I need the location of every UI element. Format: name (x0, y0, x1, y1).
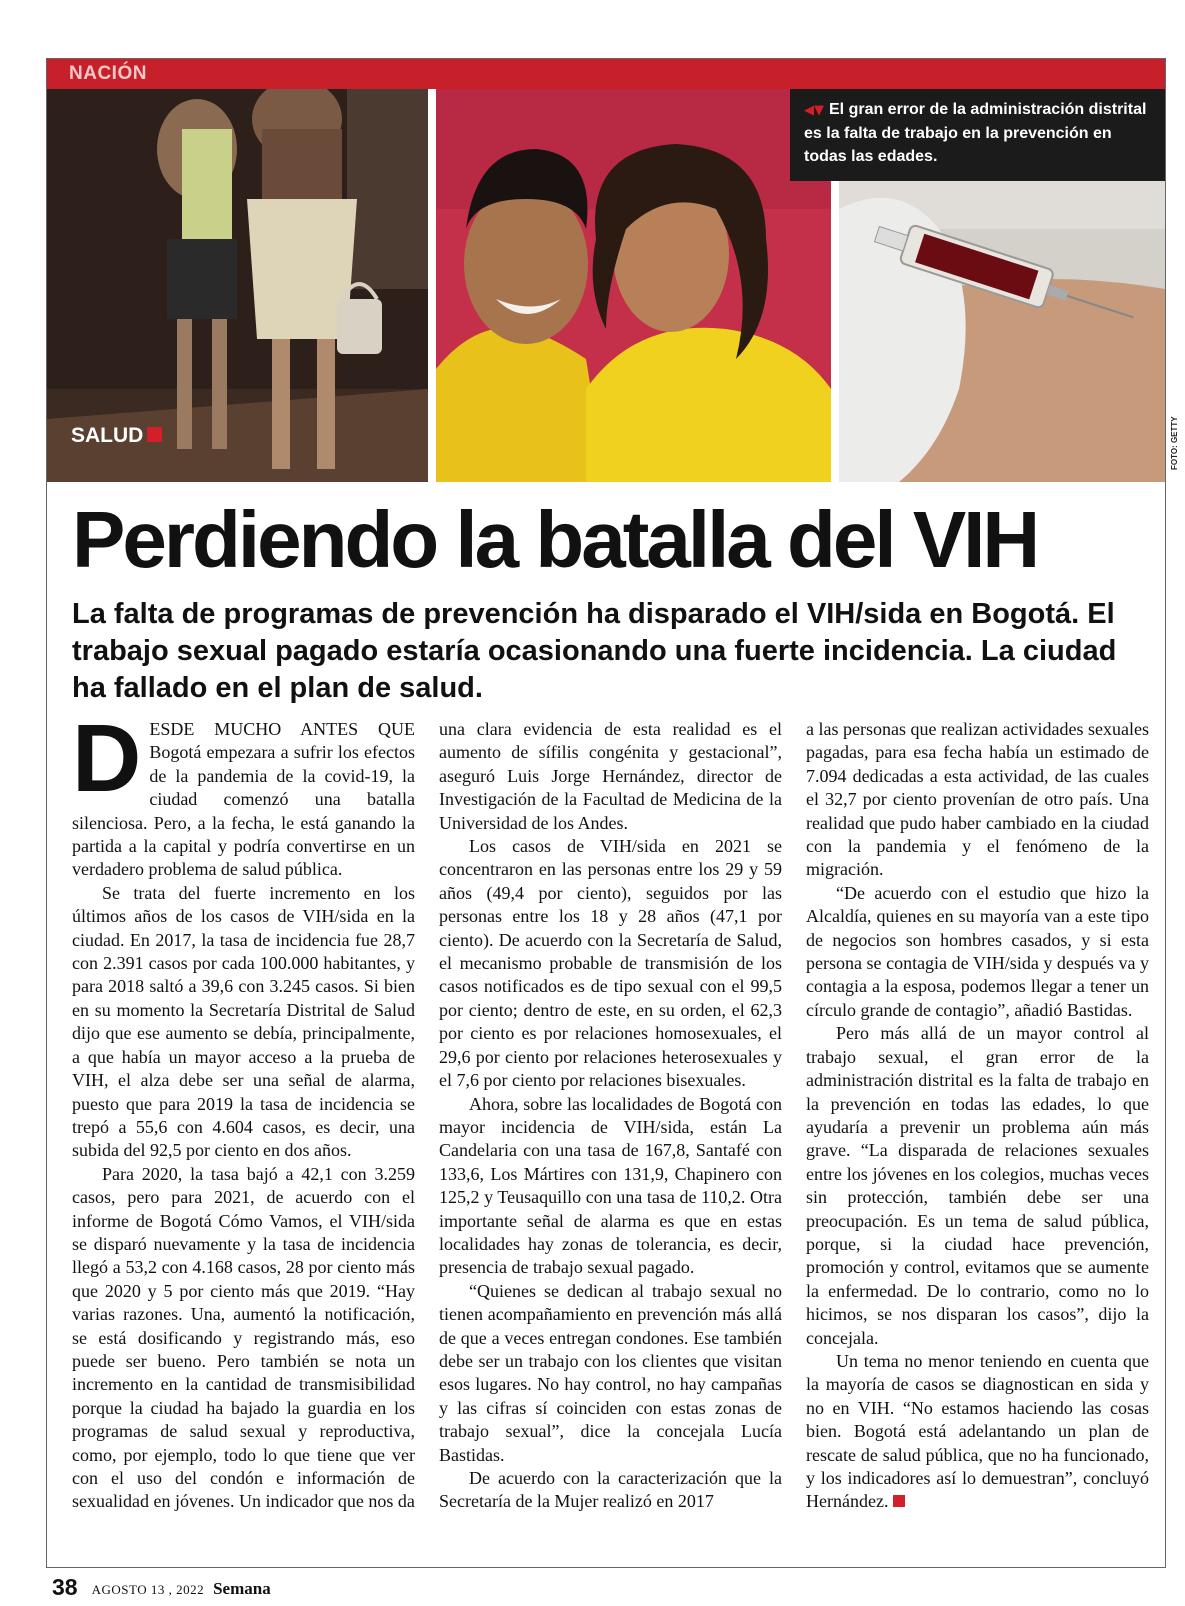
paragraph (806, 1350, 1149, 1514)
salud-tag-label: SALUD (71, 424, 144, 447)
paragraph-text: Un tema no menor teniendo en cuenta que la mayoría de casos se diagnostican en sida y no en VIH. “No estamos haciendo las cosas bien. Bogotá está adelantando un plan de rescate de salud pública, que no ha funcionado, y los indicadores así lo demuestran”, concluyó Hernández. (806, 1350, 1149, 1512)
photo-caption (790, 89, 1165, 181)
couple-photo (436, 89, 831, 482)
caption-text: El gran error de la administración distrital es la falta de trabajo en la prevención en todas las edades. (804, 101, 1147, 165)
headline: Perdiendo la batalla del VIH (72, 495, 1038, 584)
page-number: 38 (52, 1574, 78, 1600)
issue-date: AGOSTO 13 , 2022 (91, 1582, 205, 1597)
paragraph: Ahora, sobre las localidades de Bogotá con mayor incidencia de VIH/sida, están La Candelaria con una tasa de 167,8, Santafé con 133,6, Los Mártires con 131,9, Chapinero con 125,2 y Teusaquillo con una tasa de 110,2. Otra importante señal de alarma es que en estas localidades hay zonas de tolerancia, es decir, presencia de trabajo sexual pagado. (439, 1093, 782, 1278)
paragraph: “De acuerdo con el estudio que hizo la Alcaldía, quienes en su mayoría van a este tipo de negocios son hombres casados, y si esta persona se contagia de VIH/sida y después va y contagia a la esposa, podemos llegar a tener un círculo grande de contagio”, añadió Bastidas. (806, 882, 1149, 1020)
paragraph: una clara evidencia de esta realidad es el aumento de sífilis congénita y gestacional”, aseguró Luis Jorge Hernández, director de Investigación de la Facultad de Medicina de la Universidad de los Andes. (439, 719, 782, 833)
paragraph: Pero más allá de un mayor control al trabajo sexual, el gran error de la administración distrital es la falta de trabajo en la prevención en todas las edades, lo que ayudaría a prevenir un problema aún más grave. “La disparada de relaciones sexuales entre los jóvenes en los colegios, muchas veces sin protección, también debe ser una preocupación. Es un tema de salud pública, porque, si la ciudad hace prevención, promoción y control, evitamos que se aumente la enfermedad. De lo contrario, como no lo hicimos, se nos disparan los casos”, dijo la concejala. (806, 1023, 1149, 1348)
section-bar (47, 59, 1165, 89)
couple-illustration (436, 89, 831, 482)
street-scene-photo (47, 89, 428, 482)
article-column-2 (439, 718, 782, 1514)
paragraph-text: ESDE MUCHO ANTES QUE Bogotá empezara a sufrir los efectos de la pandemia de la covid-19, la ciudad comenzó una batalla silenciosa. Pero, a la fecha, le está ganando la partida a la capital y podría convertirse en un verdadero problema de salud pública. (72, 719, 415, 880)
paragraph (72, 705, 415, 882)
end-mark-icon (893, 1495, 905, 1507)
dropcap: D (72, 705, 142, 812)
salud-tag (71, 424, 162, 448)
caption-text-block (804, 98, 1153, 168)
magazine-name: Semana (213, 1579, 271, 1598)
article-column-1 (72, 705, 415, 1514)
paragraph: Los casos de VIH/sida en 2021 se concentraron en las personas entre los 29 y 59 años (49,4 por ciento), seguidos por las personas entre los 18 y 28 años (47,1 por ciento). De acuerdo con la Secretaría de Salud, el mecanismo probable de transmisión de los casos notificados es de tipo sexual con el 99,5 por ciento; dentro de este, en su orden, el 62,3 por ciento es por relaciones homosexuales, el 29,6 por ciento por relaciones heterosexuales y el 7,6 por ciento por relaciones bisexuales. (439, 836, 782, 1091)
paragraph: “Quienes se dedican al trabajo sexual no tienen acompañamiento en prevención más allá de que a veces entregan condones. Ese también debe ser un trabajo con los clientes que visitan esos lugares. No hay control, no hay campañas y las cifras sí coinciden con estas zonas de trabajo sexual”, dice la concejala Lucía Bastidas. (439, 1280, 782, 1465)
paragraph: Se trata del fuerte incremento en los últimos años de los casos de VIH/sida en la ciudad. En 2017, la tasa de incidencia fue 28,7 con 2.391 casos por cada 100.000 habitantes, y para 2018 saltó a 39,6 con 3.245 casos. Si bien en su momento la Secretaría Distrital de Salud dijo que ese aumento se debía, principalmente, a que había un mayor acceso a la prueba de VIH, el alza debe ser una señal de alarma, puesto que para 2019 la tasa de incidencia se trepó a 55,6 con 4.604 casos, es decir, una subida del 92,5 por ciento en dos años. (72, 882, 415, 1161)
paragraph: a las personas que realizan actividades sexuales pagadas, para esa fecha había un estimado de 7.094 dedicadas a esta actividad, de las cuales el 32,7 por ciento provenían de otro país. Una realidad que pudo haber cambiado en la ciudad con la pandemia y el fenómeno de la migración. (806, 719, 1149, 880)
paragraph: Para 2020, la tasa bajó a 42,1 con 3.259 casos, pero para 2021, de acuerdo con el informe de Bogotá Cómo Vamos, el VIH/sida se disparó nuevamente y la tasa de incidencia llegó a 53,2 con 4.168 casos, 28 por ciento más que 2020 y 5 por ciento más que 2019. “Hay varias razones. Una, aumentó la notificación, se está dosificando y registrando más, eso puede ser bueno. Pero también se nota un incremento en la cantidad de transmisibilidad porque la ciudad ha bajado la guardia en los programas de salud sexual y reproductiva, como, por ejemplo, todo lo que tiene que ver con el uso del condón e información de sexualidad en jóvenes. Un indicador que nos da (72, 1163, 415, 1512)
article-column-3 (806, 718, 1149, 1514)
section-label: NACIÓN (69, 63, 147, 84)
red-arrows-icon: ◀▼ (804, 103, 824, 118)
deck: La falta de programas de prevención ha disparado el VIH/sida en Bogotá. El trabajo sexual pagado estaría ocasionando una fuerte incidencia. La ciudad ha fallado en el plan de salud. (72, 598, 1117, 704)
red-square-icon (147, 427, 162, 442)
page-footer (52, 1574, 271, 1601)
paragraph: De acuerdo con la caracterización que la Secretaría de la Mujer realizó en 2017 (439, 1468, 782, 1512)
photo-credit: FOTO: GETTY (1170, 416, 1179, 470)
